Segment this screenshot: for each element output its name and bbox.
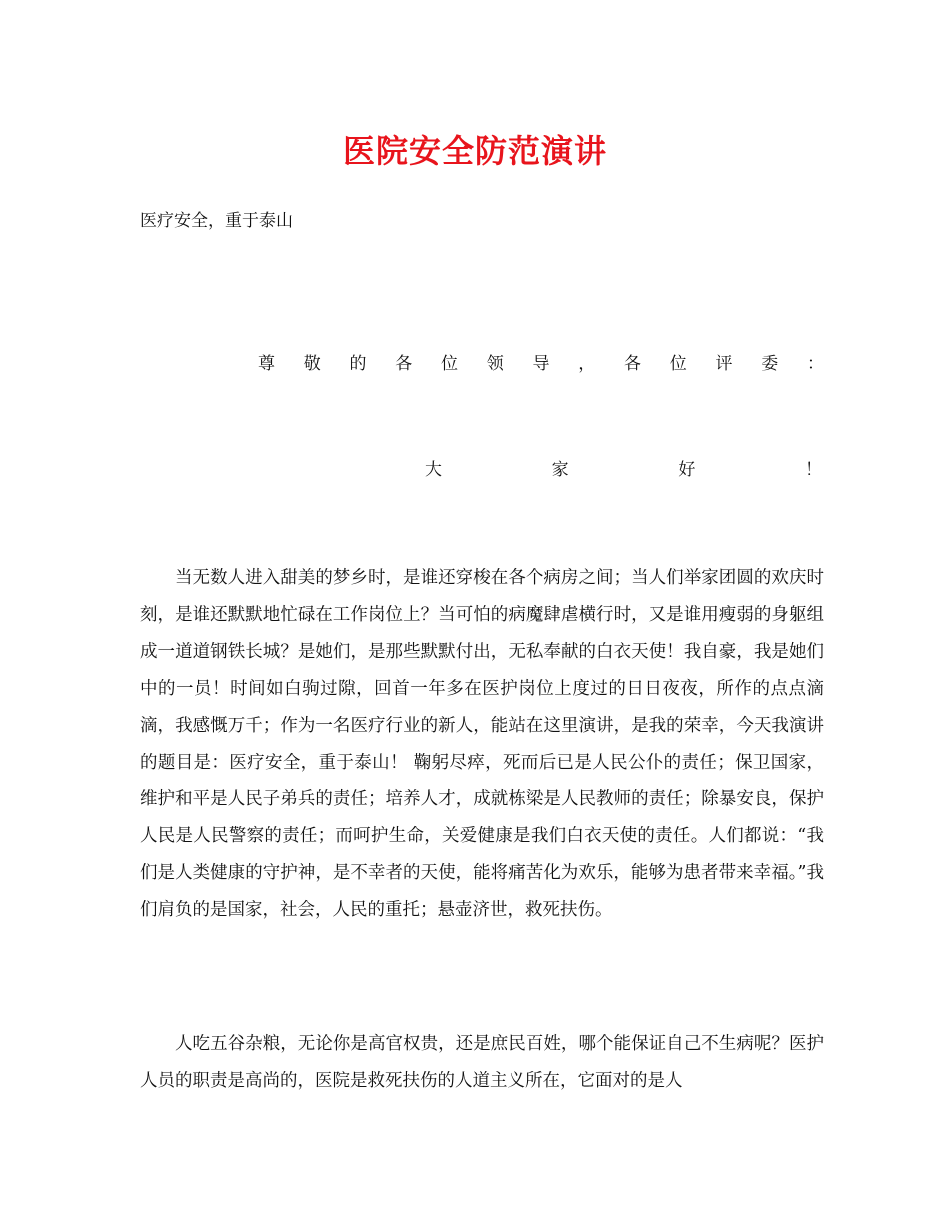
greeting-char: 大 <box>425 460 442 480</box>
greeting-char: 位 <box>669 354 687 374</box>
greeting-char: 好 <box>678 460 696 480</box>
greeting-char: ， <box>578 354 596 374</box>
body-paragraph: 人吃五谷杂粮，无论你是高官权贵，还是庶民百姓，哪个能保证自己不生病呢？医护人员的职责是高尚的，医院是救死扶伤的人道主义所在，它面对的是人 <box>140 1034 824 1091</box>
greeting-char: ： <box>807 354 824 374</box>
document-subtitle: 医疗安全，重于泰山 <box>140 211 293 231</box>
greeting-char: 评 <box>715 354 733 374</box>
greeting-char: 位 <box>441 354 458 374</box>
greeting-char: 导 <box>532 354 550 374</box>
greeting-char: 敬 <box>303 354 321 374</box>
greeting-char: 尊 <box>258 354 275 374</box>
greeting-char: 的 <box>349 354 367 374</box>
greeting-char: 各 <box>395 354 413 374</box>
greeting-char: 委 <box>761 354 779 374</box>
greeting-char: 领 <box>486 354 504 374</box>
greeting-line-leaders <box>258 351 824 377</box>
greeting-char: ！ <box>804 460 822 480</box>
body-paragraph: 当无数人进入甜美的梦乡时，是谁还穿梭在各个病房之间；当人们举家团圆的欢庆时刻，是谁还默默地忙碌在工作岗位上？当可怕的病魔肆虐横行时，又是谁用瘦弱的身躯组成一道道钢铁长城？是她们，是那些默默付出，无私奉献的白衣天使！我自豪，我是她们中的一员！时间如白驹过隙，回首一年多在医护岗位上度过的日日夜夜，所作的点点滴滴，我感慨万千；作为一名医疗行业的新人，能站在这里演讲，是我的荣幸，今天我演讲的题目是：医疗安全，重于泰山！ 鞠躬尽瘁，死而后已是人民公仆的责任；保卫国家，维护和平是人民子弟兵的责任；培养人才，成就栋梁是人民教师的责任；除暴安良，保护人民是人民警察的责任；而呵护生命，关爱健康是我们白衣天使的责任。人们都说：“我们是人类健康的守护神，是不幸者的天使，能将痛苦化为欢乐，能够为患者带来幸福。”我们肩负的是国家，社会，人民的重托；悬壶济世，救死扶伤。 <box>140 568 824 921</box>
document-title: 医院安全防范演讲 <box>342 132 607 170</box>
greeting-line-everyone <box>425 457 822 483</box>
greeting-char: 家 <box>551 460 569 480</box>
greeting-char: 各 <box>624 354 641 374</box>
